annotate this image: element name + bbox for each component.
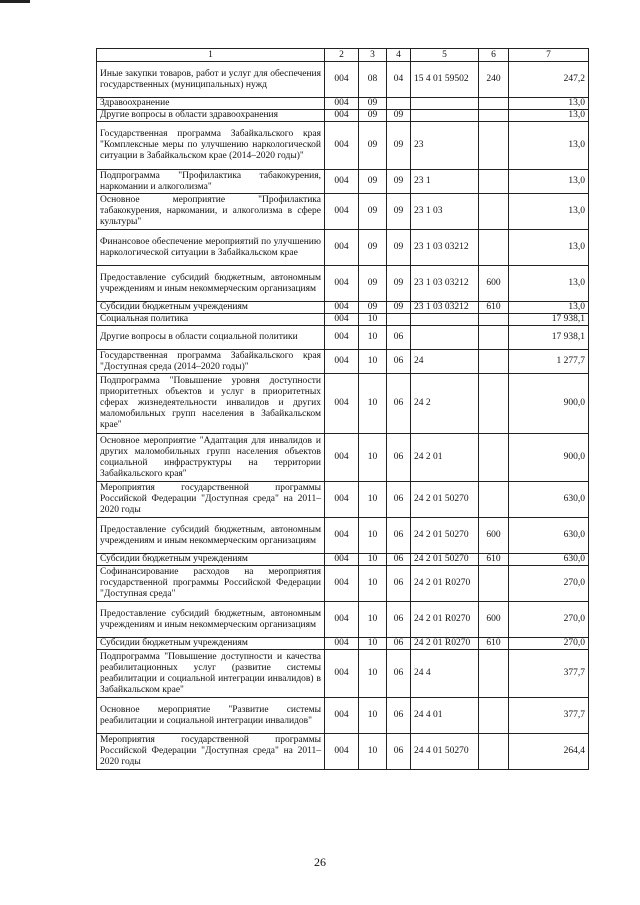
subsection-code-cell: 06 xyxy=(387,554,411,566)
table-row xyxy=(97,566,589,602)
target-article-cell: 24 4 xyxy=(411,650,479,698)
ministry-code-cell: 004 xyxy=(325,266,359,302)
subsection-code-cell: 09 xyxy=(387,302,411,314)
amount-cell: 247,2 xyxy=(509,62,589,98)
section-code-cell: 09 xyxy=(359,194,387,230)
subsection-code-cell: 09 xyxy=(387,266,411,302)
ministry-code-cell: 004 xyxy=(325,650,359,698)
amount-cell: 900,0 xyxy=(509,434,589,482)
table-row xyxy=(97,170,589,194)
amount-cell: 13,0 xyxy=(509,302,589,314)
target-article-cell: 24 2 01 R0270 xyxy=(411,566,479,602)
row-name-cell: Субсидии бюджетным учреждениям xyxy=(97,302,325,314)
table-row xyxy=(97,266,589,302)
ministry-code-cell: 004 xyxy=(325,554,359,566)
expense-type-cell: 610 xyxy=(479,638,509,650)
target-article-cell: 23 1 03 03212 xyxy=(411,230,479,266)
amount-cell: 630,0 xyxy=(509,482,589,518)
section-code-cell: 09 xyxy=(359,302,387,314)
header-cell: 3 xyxy=(359,49,387,62)
amount-cell: 270,0 xyxy=(509,602,589,638)
row-name-cell: Субсидии бюджетным учреждениям xyxy=(97,638,325,650)
amount-cell: 377,7 xyxy=(509,698,589,734)
section-code-cell: 10 xyxy=(359,554,387,566)
section-code-cell: 10 xyxy=(359,314,387,326)
row-name-cell: Финансовое обеспечение мероприятий по улучшению наркологической ситуации в Забайкальском крае xyxy=(97,230,325,266)
ministry-code-cell: 004 xyxy=(325,482,359,518)
expense-type-cell xyxy=(479,566,509,602)
subsection-code-cell: 06 xyxy=(387,566,411,602)
amount-cell: 13,0 xyxy=(509,122,589,170)
row-name-cell: Основное мероприятие "Адаптация для инвалидов и других маломобильных групп населения объектов социальной инфраструктуры на территории Забайкальского края" xyxy=(97,434,325,482)
ministry-code-cell: 004 xyxy=(325,62,359,98)
ministry-code-cell: 004 xyxy=(325,602,359,638)
target-article-cell: 24 2 01 50270 xyxy=(411,554,479,566)
header-cell: 5 xyxy=(411,49,479,62)
amount-cell: 900,0 xyxy=(509,374,589,434)
table-row xyxy=(97,122,589,170)
header-cell: 4 xyxy=(387,49,411,62)
ministry-code-cell: 004 xyxy=(325,170,359,194)
target-article-cell: 24 2 01 50270 xyxy=(411,518,479,554)
row-name-cell: Государственная программа Забайкальского края "Доступная среда (2014–2020 годы)" xyxy=(97,350,325,374)
table-row xyxy=(97,350,589,374)
table-row xyxy=(97,650,589,698)
table-row xyxy=(97,62,589,98)
subsection-code-cell: 09 xyxy=(387,122,411,170)
page-number: 26 xyxy=(314,855,326,869)
section-code-cell: 10 xyxy=(359,698,387,734)
row-name-cell: Субсидии бюджетным учреждениям xyxy=(97,554,325,566)
expense-type-cell: 600 xyxy=(479,518,509,554)
subsection-code-cell: 06 xyxy=(387,734,411,770)
row-name-cell: Предоставление субсидий бюджетным, автономным учреждениям и иным некоммерческим организациям xyxy=(97,602,325,638)
table-row xyxy=(97,230,589,266)
table-row xyxy=(97,482,589,518)
target-article-cell: 23 1 03 xyxy=(411,194,479,230)
row-name-cell: Социальная политика xyxy=(97,314,325,326)
budget-table xyxy=(96,48,589,770)
target-article-cell: 24 xyxy=(411,350,479,374)
section-code-cell: 10 xyxy=(359,650,387,698)
subsection-code-cell: 06 xyxy=(387,434,411,482)
section-code-cell: 10 xyxy=(359,638,387,650)
header-row xyxy=(97,49,589,62)
section-code-cell: 10 xyxy=(359,602,387,638)
subsection-code-cell: 09 xyxy=(387,230,411,266)
subsection-code-cell: 06 xyxy=(387,602,411,638)
ministry-code-cell: 004 xyxy=(325,314,359,326)
section-code-cell: 10 xyxy=(359,350,387,374)
subsection-code-cell: 06 xyxy=(387,350,411,374)
subsection-code-cell: 04 xyxy=(387,62,411,98)
amount-cell: 1 277,7 xyxy=(509,350,589,374)
ministry-code-cell: 004 xyxy=(325,122,359,170)
amount-cell: 13,0 xyxy=(509,110,589,122)
target-article-cell: 24 2 01 50270 xyxy=(411,482,479,518)
subsection-code-cell xyxy=(387,98,411,110)
target-article-cell: 23 1 xyxy=(411,170,479,194)
table-row xyxy=(97,518,589,554)
amount-cell: 630,0 xyxy=(509,518,589,554)
section-code-cell: 10 xyxy=(359,434,387,482)
row-name-cell: Предоставление субсидий бюджетным, автономным учреждениям и иным некоммерческим организациям xyxy=(97,266,325,302)
table-row xyxy=(97,434,589,482)
row-name-cell: Софинансирование расходов на мероприятия государственной программы Российской Федерации "Доступная среда" xyxy=(97,566,325,602)
row-name-cell: Подпрограмма "Повышение уровня доступности приоритетных объектов и услуг в приоритетных сферах жизнедеятельности инвалидов и других маломобильных групп населения в Забайкальском крае" xyxy=(97,374,325,434)
ministry-code-cell: 004 xyxy=(325,98,359,110)
row-name-cell: Предоставление субсидий бюджетным, автономным учреждениям и иным некоммерческим организациям xyxy=(97,518,325,554)
row-name-cell: Мероприятия государственной программы Российской Федерации "Доступная среда" на 2011–2020 годы xyxy=(97,482,325,518)
subsection-code-cell: 06 xyxy=(387,374,411,434)
ministry-code-cell: 004 xyxy=(325,374,359,434)
table-row xyxy=(97,194,589,230)
ministry-code-cell: 004 xyxy=(325,230,359,266)
expense-type-cell xyxy=(479,482,509,518)
section-code-cell: 09 xyxy=(359,230,387,266)
amount-cell: 17 938,1 xyxy=(509,326,589,350)
section-code-cell: 10 xyxy=(359,374,387,434)
target-article-cell: 24 4 01 xyxy=(411,698,479,734)
section-code-cell: 10 xyxy=(359,482,387,518)
row-name-cell: Основное мероприятие "Профилактика табакокурения, наркомании, и алкоголизма в сфере культуры" xyxy=(97,194,325,230)
amount-cell: 17 938,1 xyxy=(509,314,589,326)
target-article-cell xyxy=(411,314,479,326)
section-code-cell: 09 xyxy=(359,122,387,170)
row-name-cell: Другие вопросы в области здравоохранения xyxy=(97,110,325,122)
expense-type-cell xyxy=(479,734,509,770)
row-name-cell: Основное мероприятие "Развитие системы реабилитации и социальной интеграции инвалидов" xyxy=(97,698,325,734)
expense-type-cell xyxy=(479,110,509,122)
header-cell: 6 xyxy=(479,49,509,62)
expense-type-cell xyxy=(479,350,509,374)
ministry-code-cell: 004 xyxy=(325,566,359,602)
section-code-cell: 09 xyxy=(359,110,387,122)
table-row xyxy=(97,554,589,566)
expense-type-cell: 600 xyxy=(479,266,509,302)
subsection-code-cell: 09 xyxy=(387,110,411,122)
expense-type-cell xyxy=(479,122,509,170)
ministry-code-cell: 004 xyxy=(325,434,359,482)
subsection-code-cell xyxy=(387,314,411,326)
subsection-code-cell: 09 xyxy=(387,170,411,194)
section-code-cell: 09 xyxy=(359,98,387,110)
ministry-code-cell: 004 xyxy=(325,698,359,734)
expense-type-cell xyxy=(479,698,509,734)
amount-cell: 13,0 xyxy=(509,230,589,266)
expense-type-cell xyxy=(479,434,509,482)
row-name-cell: Иные закупки товаров, работ и услуг для обеспечения государственных (муниципальных) нужд xyxy=(97,62,325,98)
table-row xyxy=(97,698,589,734)
header-cell: 1 xyxy=(97,49,325,62)
table-row xyxy=(97,314,589,326)
row-name-cell: Подпрограмма "Повышение доступности и качества реабилитационных услуг (развитие системы реабилитации и социальной интеграции инвалидов) в Забайкальском крае" xyxy=(97,650,325,698)
row-name-cell: Здравоохранение xyxy=(97,98,325,110)
amount-cell: 13,0 xyxy=(509,98,589,110)
row-name-cell: Мероприятия государственной программы Российской Федерации "Доступная среда" на 2011–2020 годы xyxy=(97,734,325,770)
section-code-cell: 09 xyxy=(359,170,387,194)
target-article-cell xyxy=(411,98,479,110)
ministry-code-cell: 004 xyxy=(325,734,359,770)
expense-type-cell: 600 xyxy=(479,602,509,638)
target-article-cell: 24 2 01 R0270 xyxy=(411,602,479,638)
ministry-code-cell: 004 xyxy=(325,194,359,230)
expense-type-cell: 240 xyxy=(479,62,509,98)
target-article-cell: 24 2 xyxy=(411,374,479,434)
section-code-cell: 09 xyxy=(359,266,387,302)
target-article-cell: 24 2 01 xyxy=(411,434,479,482)
amount-cell: 377,7 xyxy=(509,650,589,698)
amount-cell: 264,4 xyxy=(509,734,589,770)
scan-corner-mark xyxy=(0,0,30,3)
header-cell: 7 xyxy=(509,49,589,62)
target-article-cell xyxy=(411,326,479,350)
section-code-cell: 10 xyxy=(359,518,387,554)
ministry-code-cell: 004 xyxy=(325,326,359,350)
amount-cell: 13,0 xyxy=(509,194,589,230)
section-code-cell: 10 xyxy=(359,326,387,350)
target-article-cell xyxy=(411,110,479,122)
subsection-code-cell: 06 xyxy=(387,650,411,698)
amount-cell: 13,0 xyxy=(509,170,589,194)
section-code-cell: 10 xyxy=(359,734,387,770)
header-cell: 2 xyxy=(325,49,359,62)
ministry-code-cell: 004 xyxy=(325,638,359,650)
row-name-cell: Другие вопросы в области социальной политики xyxy=(97,326,325,350)
table-row xyxy=(97,302,589,314)
ministry-code-cell: 004 xyxy=(325,302,359,314)
subsection-code-cell: 06 xyxy=(387,326,411,350)
target-article-cell: 23 1 03 03212 xyxy=(411,266,479,302)
ministry-code-cell: 004 xyxy=(325,350,359,374)
amount-cell: 270,0 xyxy=(509,638,589,650)
expense-type-cell xyxy=(479,314,509,326)
table-row xyxy=(97,638,589,650)
table-row xyxy=(97,98,589,110)
expense-type-cell xyxy=(479,326,509,350)
table-row xyxy=(97,110,589,122)
table-row xyxy=(97,326,589,350)
target-article-cell: 23 1 03 03212 xyxy=(411,302,479,314)
row-name-cell: Государственная программа Забайкальского края "Комплексные меры по улучшению наркологической ситуации в Забайкальском крае (2014–2020 годы)" xyxy=(97,122,325,170)
table-row xyxy=(97,734,589,770)
target-article-cell: 24 4 01 50270 xyxy=(411,734,479,770)
expense-type-cell xyxy=(479,230,509,266)
section-code-cell: 08 xyxy=(359,62,387,98)
subsection-code-cell: 06 xyxy=(387,698,411,734)
target-article-cell: 15 4 01 59502 xyxy=(411,62,479,98)
subsection-code-cell: 06 xyxy=(387,518,411,554)
amount-cell: 630,0 xyxy=(509,554,589,566)
expense-type-cell: 610 xyxy=(479,302,509,314)
ministry-code-cell: 004 xyxy=(325,110,359,122)
ministry-code-cell: 004 xyxy=(325,518,359,554)
table-row xyxy=(97,602,589,638)
expense-type-cell: 610 xyxy=(479,554,509,566)
section-code-cell: 10 xyxy=(359,566,387,602)
table-row xyxy=(97,374,589,434)
target-article-cell: 24 2 01 R0270 xyxy=(411,638,479,650)
row-name-cell: Подпрограмма "Профилактика табакокурения, наркомании и алкоголизма" xyxy=(97,170,325,194)
subsection-code-cell: 06 xyxy=(387,638,411,650)
expense-type-cell xyxy=(479,194,509,230)
amount-cell: 270,0 xyxy=(509,566,589,602)
expense-type-cell xyxy=(479,374,509,434)
amount-cell: 13,0 xyxy=(509,266,589,302)
expense-type-cell xyxy=(479,650,509,698)
expense-type-cell xyxy=(479,170,509,194)
subsection-code-cell: 09 xyxy=(387,194,411,230)
target-article-cell: 23 xyxy=(411,122,479,170)
expense-type-cell xyxy=(479,98,509,110)
subsection-code-cell: 06 xyxy=(387,482,411,518)
